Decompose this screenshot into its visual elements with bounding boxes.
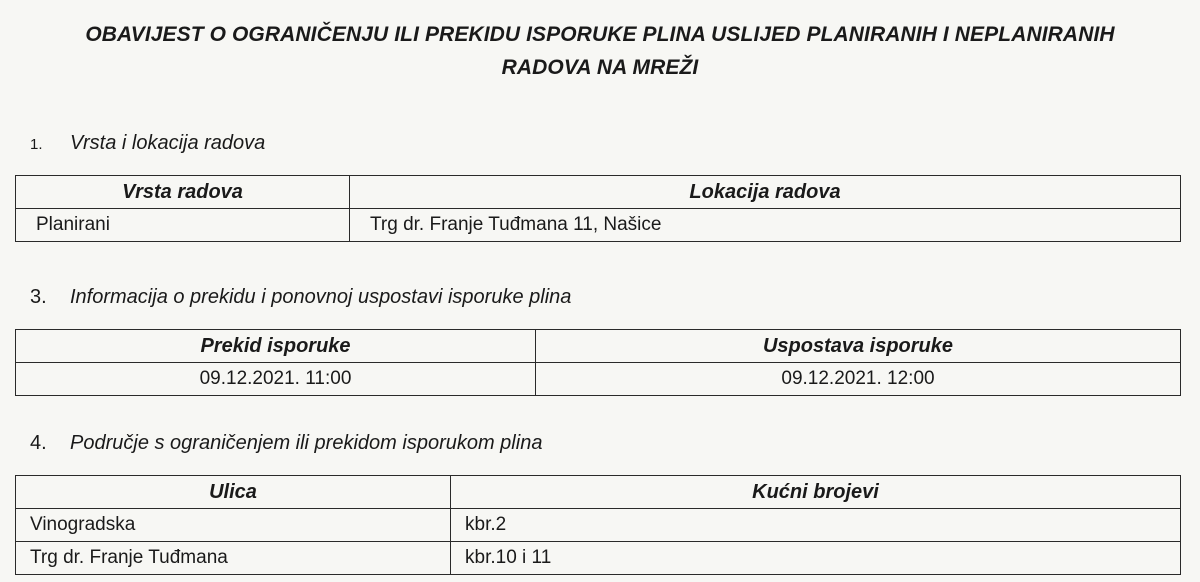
works-table <box>15 175 1181 242</box>
column-header-house-numbers: Kućni brojevi <box>451 476 1181 509</box>
section-4-heading <box>30 432 542 455</box>
cell-house-numbers: kbr.2 <box>451 509 1181 542</box>
cell-street: Trg dr. Franje Tuđmana <box>16 542 451 575</box>
column-header-work-location: Lokacija radova <box>350 176 1181 209</box>
table-row <box>16 542 1181 575</box>
section-4-title: Područje s ograničenjem ili prekidom isporukom plina <box>70 432 543 454</box>
section-3-heading <box>30 286 571 309</box>
section-3-number: 3. <box>30 286 47 308</box>
cell-interruption-time: 09.12.2021. 11:00 <box>16 363 536 396</box>
table-row <box>16 209 1181 242</box>
section-4-number: 4. <box>30 432 47 454</box>
column-header-restoration: Uspostava isporuke <box>536 330 1181 363</box>
table-row <box>16 363 1181 396</box>
column-header-work-type: Vrsta radova <box>16 176 350 209</box>
section-1-number: 1. <box>30 136 43 153</box>
document-title <box>0 18 1200 84</box>
affected-area-table <box>15 475 1181 575</box>
title-line-1: OBAVIJEST O OGRANIČENJU ILI PREKIDU ISPORUKE PLINA USLIJED PLANIRANIH I NEPLANIRANIH <box>85 23 1115 46</box>
cell-restoration-time: 09.12.2021. 12:00 <box>536 363 1181 396</box>
cell-work-location: Trg dr. Franje Tuđmana 11, Našice <box>350 209 1181 242</box>
section-1-heading <box>30 132 265 155</box>
cell-work-type: Planirani <box>16 209 350 242</box>
table-header-row <box>16 176 1181 209</box>
table-row <box>16 509 1181 542</box>
table-header-row <box>16 330 1181 363</box>
column-header-interruption: Prekid isporuke <box>16 330 536 363</box>
table-header-row <box>16 476 1181 509</box>
column-header-street: Ulica <box>16 476 451 509</box>
section-1-title: Vrsta i lokacija radova <box>70 132 266 154</box>
cell-house-numbers: kbr.10 i 11 <box>451 542 1181 575</box>
cell-street: Vinogradska <box>16 509 451 542</box>
title-line-2: RADOVA NA MREŽI <box>501 56 699 79</box>
supply-interruption-table <box>15 329 1181 396</box>
section-3-title: Informacija o prekidu i ponovnoj uspostavi isporuke plina <box>70 286 572 308</box>
